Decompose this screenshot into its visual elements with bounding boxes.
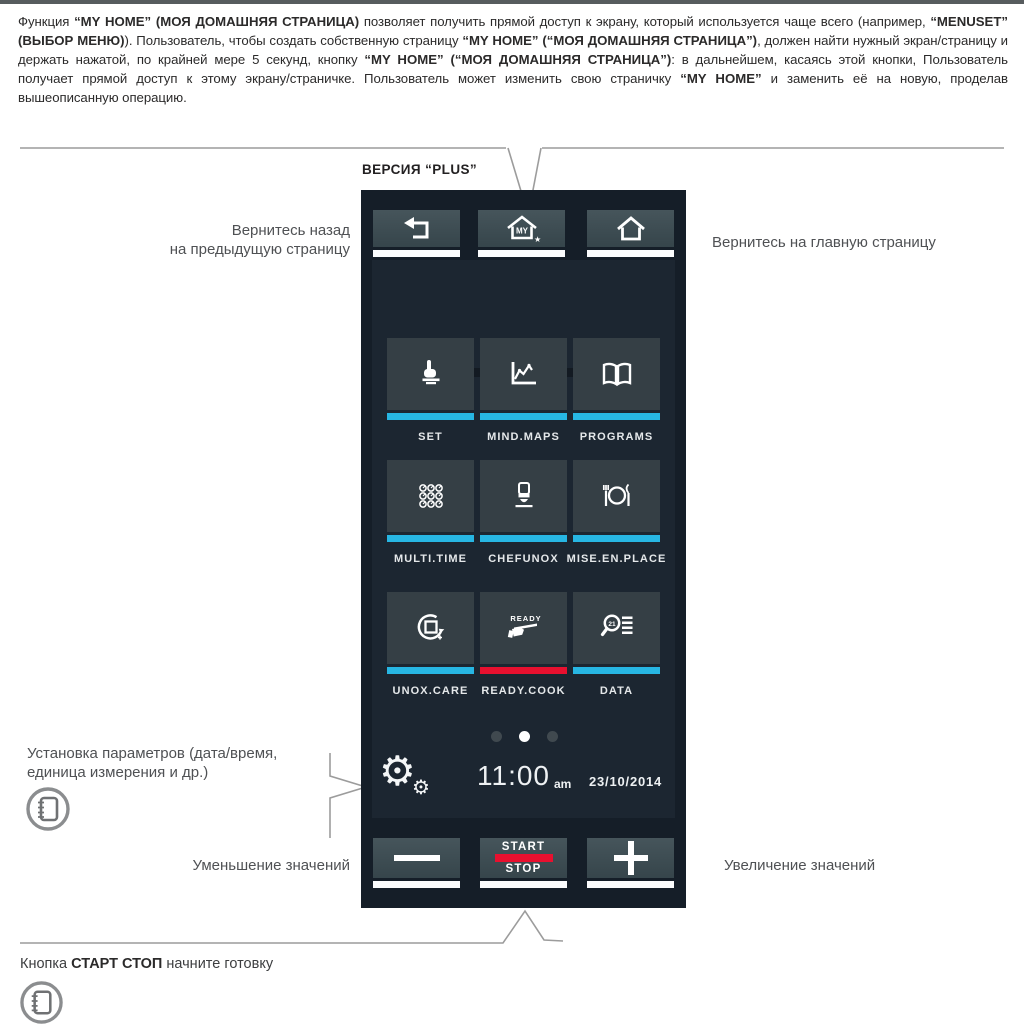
- tile-accent-bar: [480, 535, 567, 542]
- multi-time-icon: [414, 479, 448, 513]
- gear-small-icon: ⚙: [412, 777, 430, 799]
- tile-label: READY.COOK: [481, 685, 566, 697]
- tile-accent-bar: [573, 535, 660, 542]
- tile-unox-care[interactable]: [387, 592, 474, 697]
- tile-set[interactable]: [387, 338, 474, 443]
- tile-accent-bar: [387, 413, 474, 420]
- home-button[interactable]: [587, 210, 674, 247]
- tile-accent-bar: [480, 667, 567, 674]
- tile-multi-time[interactable]: [387, 460, 474, 565]
- programs-icon: [598, 358, 636, 390]
- decrease-button[interactable]: [373, 838, 460, 878]
- gear-icon: ⚙: [379, 748, 416, 794]
- clock-time: 11:00: [477, 760, 550, 791]
- button-underline: [373, 881, 460, 888]
- booklet-icon: [25, 786, 71, 837]
- tile-label: UNOX.CARE: [392, 685, 469, 697]
- tile-ready-cook[interactable]: [480, 592, 567, 697]
- callout-increase-label: Увеличение значений: [724, 857, 876, 874]
- callout-back-label: Вернитесь назад на предыдущую страницу: [169, 222, 350, 258]
- start-stop-button[interactable]: [480, 838, 567, 878]
- mind-maps-icon: [506, 357, 542, 391]
- svg-text:MY: MY: [515, 226, 528, 235]
- my-home-icon: [503, 212, 541, 246]
- version-label: ВЕРСИЯ “PLUS”: [362, 162, 478, 177]
- increase-button[interactable]: [587, 838, 674, 878]
- svg-text:★: ★: [533, 234, 541, 244]
- unox-care-icon: [413, 610, 449, 646]
- home-icon: [613, 213, 649, 245]
- tile-label: CHEFUNOX: [488, 553, 559, 565]
- tile-data[interactable]: [573, 592, 660, 697]
- callout-settings-label: Установка параметров (дата/время, единица измерения и др.): [27, 745, 278, 781]
- pagination-dot-active[interactable]: [519, 731, 530, 742]
- my-home-button[interactable]: [478, 210, 565, 247]
- tile-label: PROGRAMS: [579, 431, 654, 443]
- tile-accent-bar: [573, 667, 660, 674]
- status-date: 23/10/2014: [589, 774, 663, 789]
- stop-label: STOP: [505, 863, 542, 875]
- callout-home-label: Вернитесь на главную страницу: [712, 234, 936, 251]
- back-button[interactable]: [373, 210, 460, 247]
- tile-label: MULTI.TIME: [393, 553, 468, 565]
- tile-accent-bar: [387, 535, 474, 542]
- pagination: [491, 731, 558, 742]
- tile-mind-maps[interactable]: [480, 338, 567, 443]
- chefunox-icon: [507, 479, 541, 513]
- start-stop-red-bar: [495, 854, 553, 862]
- button-underline: [587, 250, 674, 257]
- tile-label: SET: [418, 431, 443, 443]
- clock-meridiem: am: [554, 777, 572, 791]
- tile-programs[interactable]: [573, 338, 660, 443]
- pagination-dot[interactable]: [547, 731, 558, 742]
- tile-accent-bar: [387, 667, 474, 674]
- tile-label: DATA: [599, 685, 634, 697]
- button-underline: [478, 250, 565, 257]
- button-underline: [587, 881, 674, 888]
- minus-icon: [394, 855, 440, 861]
- settings-button[interactable]: [377, 748, 433, 805]
- pagination-dot[interactable]: [491, 731, 502, 742]
- control-panel: [361, 190, 686, 908]
- page-edge-strip: [0, 0, 1024, 4]
- back-icon: [400, 214, 434, 244]
- set-icon: [414, 357, 448, 391]
- booklet-icon: [19, 980, 64, 1024]
- tile-accent-bar: [480, 413, 567, 420]
- svg-text:READY: READY: [509, 614, 542, 623]
- tile-accent-bar: [573, 413, 660, 420]
- plus-icon: [614, 841, 648, 875]
- svg-text:21: 21: [607, 621, 616, 628]
- ready-cook-icon: [504, 611, 544, 645]
- intro-paragraph: Функция “MY HOME” (МОЯ ДОМАШНЯЯ СТРАНИЦА) позволяет получить прямой доступ к экрану, который используется чаще всего (например, “MENUSET” (ВЫБОР МЕНЮ)). Пользователь, чтобы создать собственную страницу “MY HOME” (“МОЯ ДОМАШНЯЯ СТРАНИЦА”), должен найти нужный экран/страницу и держать нажатой, по крайней мере 5 секунд, кнопку “MY HOME” (“МОЯ ДОМАШНЯЯ СТРАНИЦА”): в дальнейшем, касаясь этой кнопки, Пользователь получает прямой доступ к этому экрану/страничке. Пользователь может изменить свою страничку “MY HOME” и заменить её на новую, проделав вышеописанную операцию.: [18, 14, 1008, 105]
- data-icon: [599, 611, 635, 645]
- callout-decrease-label: Уменьшение значений: [192, 857, 350, 874]
- start-stop-caption: Кнопка СТАРТ СТОП начните готовку: [20, 956, 274, 972]
- tile-label: MISE.EN.PLACE: [566, 553, 667, 565]
- tile-chefunox[interactable]: [480, 460, 567, 565]
- tile-mise-en-place[interactable]: [566, 460, 667, 565]
- button-underline: [480, 881, 567, 888]
- tile-label: MIND.MAPS: [487, 431, 560, 443]
- mise-en-place-icon: [598, 479, 636, 513]
- button-underline: [373, 250, 460, 257]
- start-label: START: [501, 841, 546, 853]
